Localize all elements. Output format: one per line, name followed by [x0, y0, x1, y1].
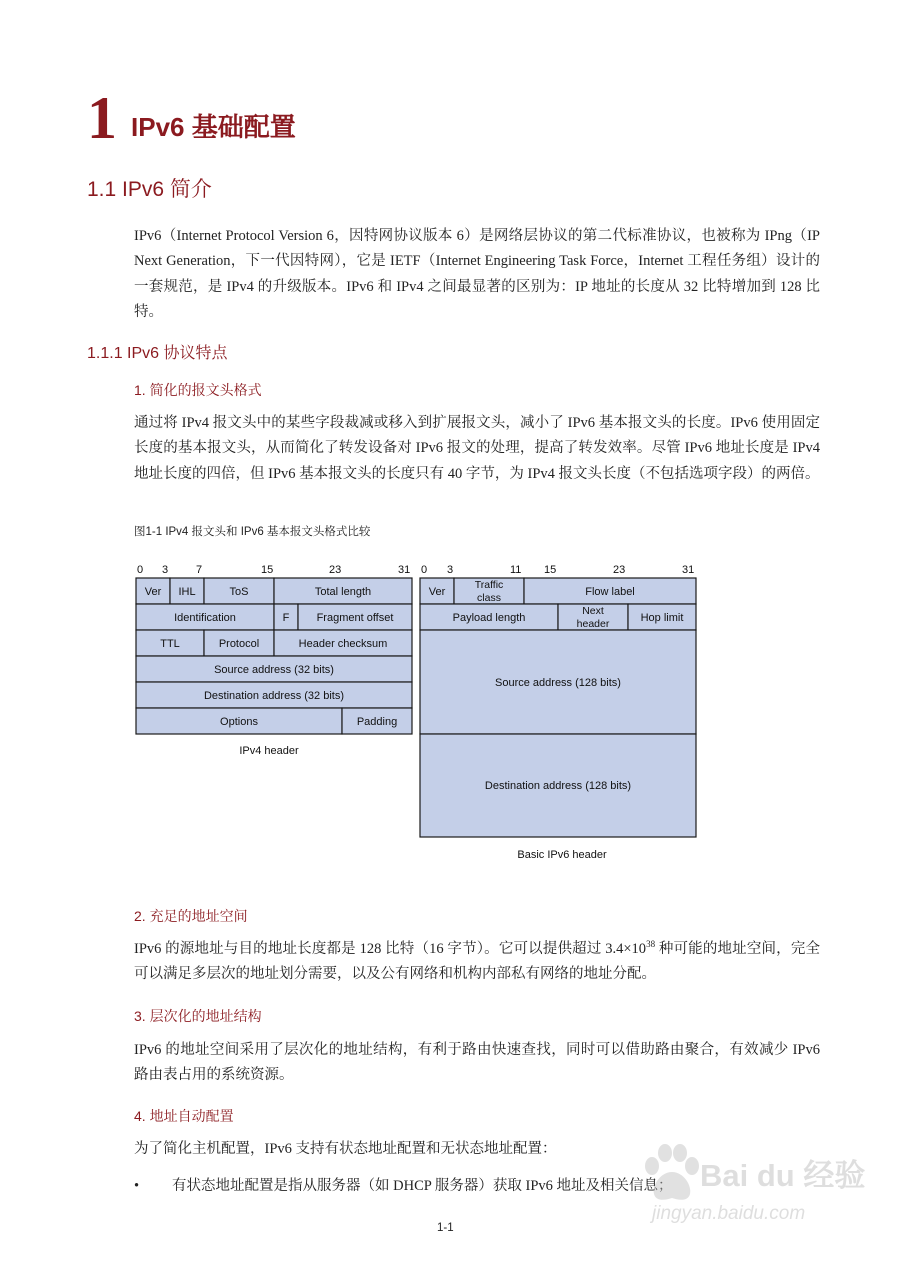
bullet-marker: • — [134, 1178, 140, 1194]
chapter-number: 1 — [87, 85, 117, 151]
ipv4-ver-label: Ver — [144, 586, 162, 598]
ipv6-bit-label: 11 — [510, 564, 522, 576]
ipv4-bit-label: 0 — [137, 564, 144, 576]
ipv6-bit-label: 31 — [682, 564, 695, 576]
feature-body-1: 通过将 IPv4 报文头中的某些字段裁减或移入到扩展报文头，减小了 IPv6 基本报文头的长度。IPv6 使用固定长度的基本报文头，从而简化了转发设备对 IPv6 报文的处理，提高了转发效率。尽管 IPv6 地址长度是 IPv4 地址长度的四倍，但 IPv6 基本报文头的长度只有 40 字节，为 IPv4 报文头长度（不包括选项字段）的两倍。 — [134, 415, 820, 482]
ipv4-padding-label: Padding — [356, 716, 398, 728]
ipv4-bit-label: 15 — [261, 564, 274, 576]
feature-heading-4: 4. 地址自动配置 — [134, 1108, 234, 1124]
ipv6-bit-label: 0 — [421, 564, 428, 576]
ipv6-source-address-label: Source address (128 bits) — [495, 677, 621, 689]
ipv4-options-label: Options — [220, 716, 258, 728]
ipv6-traffic-class-label: class — [477, 592, 501, 604]
feature-heading-3: 3. 层次化的地址结构 — [134, 1008, 262, 1024]
ipv4-protocol-label: Protocol — [218, 638, 260, 650]
subsection-title: 1.1.1 IPv6 协议特点 — [87, 345, 228, 362]
feature-body-2-text: IPv6 的源地址与目的地址长度都是 128 比特（16 字节）。它可以提供超过 3.4×10 — [134, 941, 647, 957]
ipv6-next-header-label: Next — [582, 605, 604, 617]
ipv4-source-address-label: Source address (32 bits) — [214, 664, 334, 676]
figure-caption: 图1-1 IPv4 报文头和 IPv6 基本报文头格式比较 — [134, 526, 371, 538]
ipv6-bit-label: 15 — [544, 564, 557, 576]
watermark-url: jingyan.baidu.com — [652, 1203, 806, 1224]
ipv6-destination-address-label: Destination address (128 bits) — [484, 780, 632, 792]
feature-body-3: IPv6 的地址空间采用了层次化的地址结构，有利于路由快速查找，同时可以借助路由聚合，有效减少 IPv6 路由表占用的系统资源。 — [134, 1042, 820, 1084]
feature-heading-2: 2. 充足的地址空间 — [134, 908, 248, 924]
ipv4-header-checksum-label: Header checksum — [298, 638, 388, 650]
ipv4-total-length-label: Total length — [314, 586, 372, 598]
ipv6-traffic-class-label: Traffic — [474, 579, 504, 591]
ipv6-bit-label: 3 — [447, 564, 454, 576]
ipv4-bit-label: 23 — [329, 564, 342, 576]
feature-body-4: 为了简化主机配置，IPv6 支持有状态地址配置和无状态地址配置： — [134, 1141, 557, 1157]
chapter-title: IPv6 基础配置 — [131, 112, 296, 142]
ipv6-next-header-label: header — [576, 618, 610, 630]
ipv4-bit-label: 7 — [196, 564, 203, 576]
ipv4-bit-label: 31 — [398, 564, 411, 576]
feature-body-2 — [134, 937, 820, 988]
ipv4-ttl-label: TTL — [160, 638, 180, 650]
ipv4-ihl-label: IHL — [178, 586, 196, 598]
bullet-item: 有状态地址配置是指从服务器（如 DHCP 服务器）获取 IPv6 地址及相关信息； — [172, 1178, 673, 1194]
ipv4-identification-label: Identification — [174, 612, 236, 624]
ipv4-header-label: IPv4 header — [239, 745, 299, 757]
ipv4-flags-label: F — [282, 612, 290, 624]
exponent: 38 — [646, 939, 656, 950]
feature-body-2-text: 种可能的地址空间，完全可以满足多层次的地址划分需要，以及公有网络和机构内部私有网络的地址分配。 — [134, 941, 820, 983]
ipv6-header-label: Basic IPv6 header — [517, 849, 607, 861]
page-number: 1-1 — [437, 1222, 454, 1234]
ipv4-bit-label: 3 — [162, 564, 169, 576]
ipv4-destination-address-label: Destination address (32 bits) — [203, 690, 345, 702]
watermark-brand: Bai du 经验 — [700, 1158, 866, 1193]
ipv6-ver-label: Ver — [428, 586, 446, 598]
ipv6-bit-label: 23 — [613, 564, 626, 576]
feature-heading-1: 1. 简化的报文头格式 — [134, 382, 262, 398]
ipv6-hop-limit-label: Hop limit — [640, 612, 684, 624]
intro-paragraph: IPv6（Internet Protocol Version 6，因特网协议版本 6）是网络层协议的第二代标准协议，也被称为 IPng（IP Next Generation，下一代因特网），它是 IETF（Internet Engineering Task Force，Internet 工程任务组）设计的一套规范，是 IPv4 的升级版本。IPv6 和 IPv4 之间最显著的区别为：IP 地址的长度从 32 比特增加到 128 比特。 — [134, 228, 820, 320]
ipv6-flow-label-label: Flow label — [585, 586, 635, 598]
watermark — [638, 1138, 868, 1230]
ipv4-fragment-offset-label: Fragment offset — [316, 612, 394, 624]
paw-logo-icon — [638, 1142, 704, 1204]
ipv6-payload-length-label: Payload length — [452, 612, 526, 624]
section-title: 1.1 IPv6 简介 — [87, 178, 212, 201]
ipv4-tos-label: ToS — [229, 586, 249, 598]
